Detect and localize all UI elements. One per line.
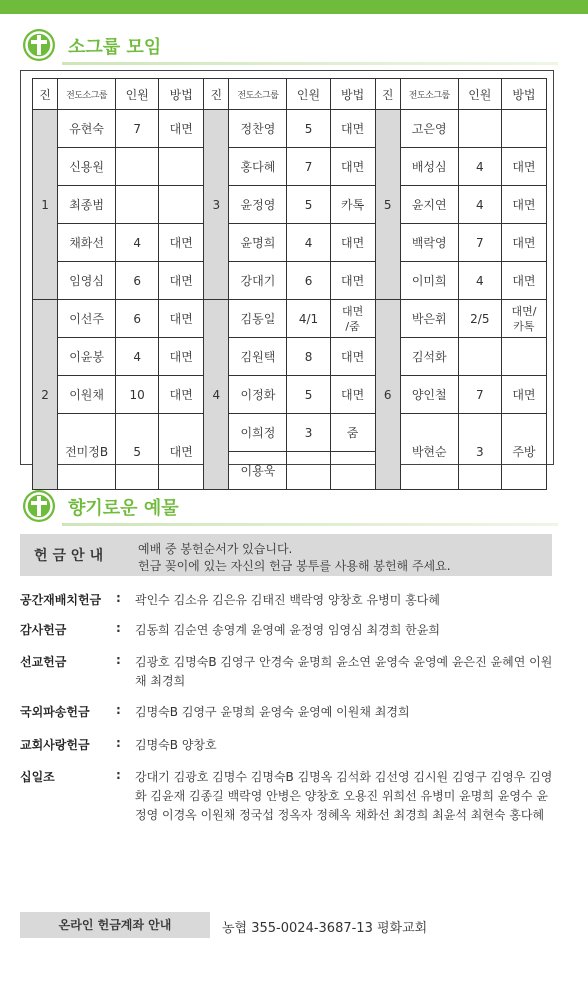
cell-count: 7 [458,376,501,414]
table-row [33,110,547,148]
cell-method: 대면 [501,376,546,414]
cell-count: 4 [458,186,501,224]
cell-method: 대면 /줌 [330,300,375,338]
offering-label: 십일조 [20,770,55,784]
cell-count: 5 [116,414,159,490]
table-row [33,376,547,414]
offering-label: 선교헌금 [20,655,67,669]
offering-names: 김명숙B 양창호 [135,738,217,752]
cell-count: 4 [116,224,159,262]
cell-count [287,452,330,490]
cell-name: 양인철 [400,376,458,414]
cell-count: 6 [287,262,330,300]
cell-name: 정찬영 [229,110,287,148]
cell-method: 대면 [501,186,546,224]
offering-label: 공간재배치헌금 [20,593,102,607]
online-account-value: 농협 355-0024-3687-13 평화교회 [222,921,428,936]
cell-count: 7 [287,148,330,186]
cell-name: 윤지연 [400,186,458,224]
cell-name: 전미정B [58,414,116,490]
cell-name: 최종범 [58,186,116,224]
cell-method [501,110,546,148]
cell-count: 5 [287,376,330,414]
cell-name: 박은휘 [400,300,458,338]
cell-name: 이원채 [58,376,116,414]
cell-name: 배성심 [400,148,458,186]
offering-names: 김광호 김명숙B 김영구 안경숙 윤명희 윤소연 윤영숙 윤영예 윤은진 윤혜연 이원채 최경희 [135,655,553,688]
cell-count: 3 [287,414,330,452]
cell-method: 대면 [159,224,204,262]
cell-name: 김동일 [229,300,287,338]
cell-method: 대면 [330,338,375,376]
notice-label: 헌금안내 [34,548,109,564]
header-count: 인원 [116,79,159,110]
cell-name: 박현순 [400,414,458,490]
cell-method: 대면 [159,376,204,414]
cell-name: 유현숙 [58,110,116,148]
cell-method: 대면 [159,262,204,300]
top-accent-bar [0,0,588,14]
group-number-cell: 5 [375,110,400,300]
cell-name: 홍다혜 [229,148,287,186]
header-group: 진 [204,79,229,110]
group-number-cell: 6 [375,300,400,490]
table-row [33,224,547,262]
online-account-label: 온라인 헌금계좌 안내 [20,912,210,938]
cell-count: 4 [287,224,330,262]
offering-names: 김동희 김순연 송영계 윤영예 윤정영 임영심 최경희 한윤희 [135,623,440,637]
header-name: 전도소그룹 [58,79,116,110]
cell-method: 카톡 [330,186,375,224]
cell-count [458,110,501,148]
cell-method: 대면 [501,262,546,300]
cell-method [330,452,375,490]
cell-name: 이선주 [58,300,116,338]
cell-count: 2/5 [458,300,501,338]
cell-count: 4 [458,148,501,186]
offering-names: 곽인수 김소유 김은유 김태진 백락영 양창호 유병미 홍다혜 [135,593,440,607]
section-underline [62,523,558,526]
header-count: 인원 [287,79,330,110]
table-row [33,186,547,224]
cell-count: 5 [287,110,330,148]
table-row [33,300,547,338]
offering-label: 감사헌금 [20,623,67,637]
cell-count: 6 [116,262,159,300]
cell-method: 대면 [501,148,546,186]
section-underline [62,62,558,65]
cell-count [116,148,159,186]
header-method: 방법 [330,79,375,110]
cell-name: 임영심 [58,262,116,300]
cell-method: 대면 [159,414,204,490]
offering-names: 강대기 김광호 김명수 김명숙B 김명옥 김석화 김선영 김시원 김영구 김영우 김영화 김윤재 김종길 백락영 안병은 양창호 오용진 위희선 유병미 윤명희 윤영수 윤정영 이경옥 이원채 정국섭 정옥자 정혜옥 채화선 최경희 최윤석 최현숙 홍다혜 [135,770,553,822]
church-cross-logo-icon [22,489,56,523]
cell-name: 신용원 [58,148,116,186]
cell-name: 김원택 [229,338,287,376]
cell-count: 4/1 [287,300,330,338]
cell-method: 대면 [159,300,204,338]
cell-count: 5 [287,186,330,224]
group-number-cell: 2 [33,300,58,490]
cell-name: 이희정 [229,414,287,452]
notice-line-2: 헌금 꽂이에 있는 자신의 헌금 봉투를 사용해 봉헌해 주세요. [138,559,451,573]
cell-method: 대면 [501,224,546,262]
header-method: 방법 [159,79,204,110]
offering-section-title: 향기로운 예물 [68,498,179,519]
cell-method: 대면 [330,376,375,414]
cell-name: 윤정영 [229,186,287,224]
cell-name: 김석화 [400,338,458,376]
cell-name: 채화선 [58,224,116,262]
cell-count: 7 [116,110,159,148]
cell-count: 4 [458,262,501,300]
notice-line-1: 예배 중 봉헌순서가 있습니다. [138,542,293,556]
small-group-table [32,78,547,490]
cell-name: 백락영 [400,224,458,262]
cell-name: 이용욱 [229,452,287,490]
cell-method: 주방 [501,414,546,490]
cell-method: 줌 [330,414,375,452]
header-group: 진 [375,79,400,110]
cell-method: 대면 [330,262,375,300]
header-group: 진 [33,79,58,110]
cell-name: 강대기 [229,262,287,300]
cell-count: 4 [116,338,159,376]
offering-names: 김명숙B 김영구 윤명희 윤영숙 윤영예 이원채 최경희 [135,705,410,719]
table-row [33,262,547,300]
cell-count: 8 [287,338,330,376]
cell-method: 대면 [330,224,375,262]
group-number-cell: 4 [204,300,229,490]
cell-name: 이윤봉 [58,338,116,376]
cell-count: 10 [116,376,159,414]
cell-name: 이정화 [229,376,287,414]
header-count: 인원 [458,79,501,110]
header-name: 전도소그룹 [229,79,287,110]
offering-label: 국외파송헌금 [20,705,90,719]
group-number-cell: 1 [33,110,58,300]
header-method: 방법 [501,79,546,110]
table-row [33,414,547,452]
cell-name: 윤명희 [229,224,287,262]
table-row [33,148,547,186]
cell-count: 3 [458,414,501,490]
cell-method: 대면 [159,338,204,376]
cell-method [159,186,204,224]
cell-method [501,338,546,376]
group-table-box [20,70,554,478]
church-cross-logo-icon [22,28,56,62]
group-number-cell: 3 [204,110,229,300]
cell-name: 이미희 [400,262,458,300]
header-name: 전도소그룹 [400,79,458,110]
cell-name: 고은영 [400,110,458,148]
cell-count [116,186,159,224]
cell-method [159,148,204,186]
offering-label: 교회사랑헌금 [20,738,90,752]
cell-method: 대면/ 카톡 [501,300,546,338]
cell-method: 대면 [330,110,375,148]
table-header-row [33,79,547,110]
group-section-title: 소그룹 모임 [68,37,162,58]
table-row [33,338,547,376]
cell-count: 7 [458,224,501,262]
cell-count [458,338,501,376]
cell-count: 6 [116,300,159,338]
offering-notice-bar [20,534,552,576]
cell-method: 대면 [159,110,204,148]
cell-method: 대면 [330,148,375,186]
